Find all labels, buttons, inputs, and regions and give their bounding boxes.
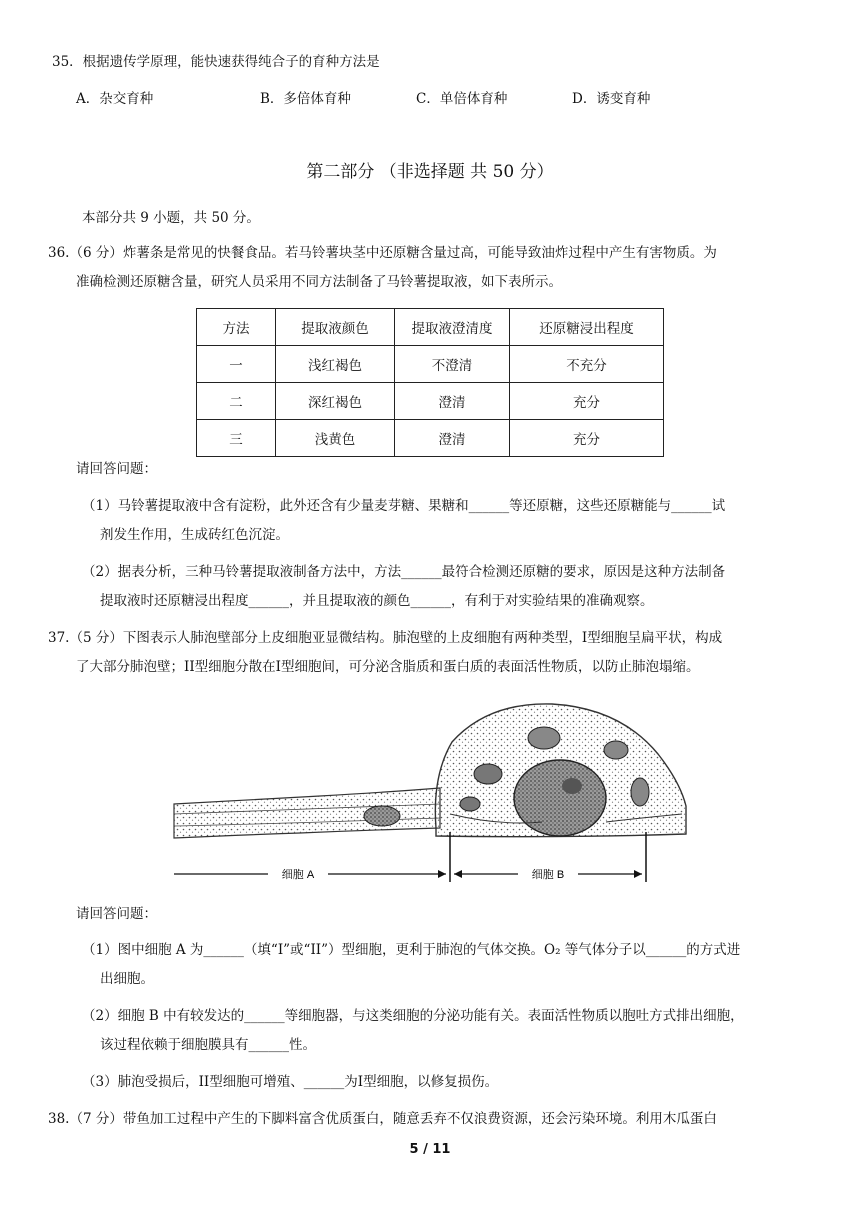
table-header-cell: 还原糖浸出程度 [510,309,664,346]
q35-option-c: C．单倍体育种 [416,91,508,107]
table-cell: 三 [197,420,276,457]
q37-prompt: 请回答问题： [76,906,157,922]
alveolar-cell-figure [170,696,690,890]
table-header-row [197,309,664,346]
table-cell: 浅红褐色 [276,346,395,383]
q36-sub1-line2: 剂发生作用，生成砖红色沉淀。 [100,527,289,543]
q36-stem-line2: 准确检测还原糖含量，研究人员采用不同方法制备了马铃薯提取液，如下表所示。 [76,274,562,290]
cell-a-strip [174,788,440,838]
table-row [197,346,664,383]
table-header-cell: 提取液澄清度 [395,309,510,346]
q37-sub1-line2: 出细胞。 [100,971,154,987]
q37-sub2-line2: 该过程依赖于细胞膜具有______性。 [100,1037,316,1053]
q36-sub2-line2: 提取液时还原糖浸出程度______，并且提取液的颜色______，有利于对实验结果的准确观察。 [100,593,654,609]
arrowhead-a [438,870,446,878]
table-cell: 一 [197,346,276,383]
q36-table [196,308,664,457]
q36-sub1-line1: （1）马铃薯提取液中含有淀粉，此外还含有少量麦芽糖、果糖和______等还原糖，这些还原糖能与______试 [82,498,726,514]
q38-stem-line1: 38.（7 分）带鱼加工过程中产生的下脚料富含优质蛋白，随意丢弃不仅浪费资源，还会污染环境。利用木瓜蛋白 [48,1111,717,1127]
table-cell: 浅黄色 [276,420,395,457]
q36-sub2-line1: （2）据表分析，三种马铃薯提取液制备方法中，方法______最符合检测还原糖的要求，原因是这种方法制备 [82,564,726,580]
section-intro: 本部分共 9 小题，共 50 分。 [82,210,260,226]
q36-stem-line1: 36.（6 分）炸薯条是常见的快餐食品。若马铃薯块茎中还原糖含量过高，可能导致油炸过程中产生有害物质。为 [48,245,717,261]
q35-stem: 35．根据遗传学原理，能快速获得纯合子的育种方法是 [52,54,380,70]
q35-option-d: D．诱变育种 [572,91,651,107]
table-cell: 不澄清 [395,346,510,383]
label-cell-b: 细胞 B [531,869,565,881]
table-cell: 充分 [510,383,664,420]
table-cell: 澄清 [395,420,510,457]
q37-stem-line1: 37.（5 分）下图表示人肺泡壁部分上皮细胞亚显微结构。肺泡壁的上皮细胞有两种类型，I型细胞呈扁平状，构成 [48,630,723,646]
arrowhead-b-right [634,870,642,878]
arrowhead-b-left [454,870,462,878]
q37-sub1-line1: （1）图中细胞 A 为______（填“I”或“II”）型细胞，更利于肺泡的气体交换。O₂ 等气体分子以______的方式进 [82,942,741,958]
page-number: 5 / 11 [409,1142,451,1157]
q35-option-b: B．多倍体育种 [260,91,351,107]
table-cell: 二 [197,383,276,420]
table-cell: 充分 [510,420,664,457]
table-row [197,383,664,420]
table-cell: 深红褐色 [276,383,395,420]
cell-b-dome [435,704,686,837]
q37-stem-line2: 了大部分肺泡壁；II型细胞分散在I型细胞间，可分泌含脂质和蛋白质的表面活性物质，以防止肺泡塌缩。 [76,659,700,675]
q37-sub2-line1: （2）细胞 B 中有较发达的______等细胞器，与这类细胞的分泌功能有关。表面活性物质以胞吐方式排出细胞， [82,1008,744,1024]
table-cell: 澄清 [395,383,510,420]
q37-sub3-line1: （3）肺泡受损后，II型细胞可增殖、______为I型细胞，以修复损伤。 [82,1074,499,1090]
q35-option-a: A．杂交育种 [76,91,154,107]
table-header-cell: 方法 [197,309,276,346]
q36-prompt: 请回答问题： [76,461,157,477]
table-row [197,420,664,457]
label-cell-a: 细胞 A [281,869,315,881]
section-title: 第二部分 （非选择题 共 50 分） [306,162,554,182]
table-header-cell: 提取液颜色 [276,309,395,346]
table-cell: 不充分 [510,346,664,383]
